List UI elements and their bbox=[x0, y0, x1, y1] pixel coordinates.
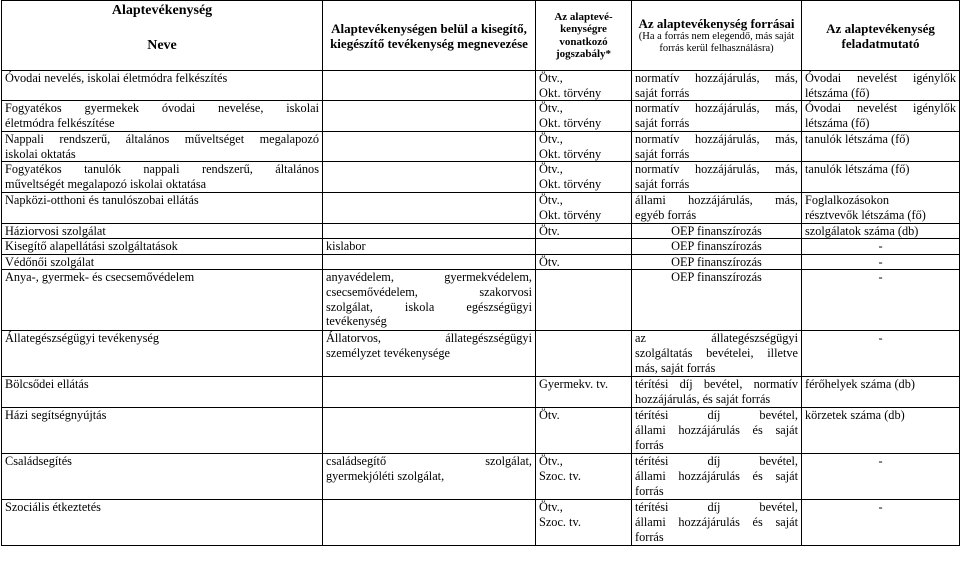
activity-name-cell bbox=[2, 132, 323, 162]
cell-line: körzetek száma (db) bbox=[805, 408, 905, 423]
source-cell bbox=[632, 377, 802, 408]
legislation-cell bbox=[536, 331, 632, 377]
cell-line: Ötv., bbox=[539, 132, 563, 147]
cell-line: - bbox=[878, 331, 883, 346]
legislation-cell bbox=[536, 454, 632, 500]
cell-line: saját forrás bbox=[635, 146, 690, 161]
cell-line: Bölcsődei ellátás bbox=[5, 377, 89, 392]
supporting-activity-cell bbox=[323, 132, 536, 162]
cell-line: életmódra felkészítése bbox=[5, 115, 115, 130]
cell-line: Óvodai nevelést igénylők bbox=[805, 101, 956, 116]
source-cell bbox=[632, 270, 802, 331]
indicator-cell bbox=[802, 500, 960, 546]
header-legislation: Az alaptevé-kenységre vonatkozó jogszabály* bbox=[536, 1, 632, 71]
cell-line: térítési díj bevétel, normatív bbox=[635, 377, 798, 392]
cell-line: Ötv. bbox=[539, 223, 560, 238]
legislation-cell bbox=[536, 101, 632, 132]
source-cell bbox=[632, 500, 802, 546]
cell-line: Anya-, gyermek- és csecsemővédelem bbox=[5, 270, 195, 285]
cell-line: Fogyatékos tanulók nappali rendszerű, általános bbox=[5, 162, 319, 177]
table-row bbox=[2, 408, 960, 454]
cell-line: Foglalkozásokon bbox=[805, 193, 890, 208]
cell-line: Nappali rendszerű, általános műveltséget megalapozó bbox=[5, 132, 319, 147]
cell-line: Óvodai nevelés, iskolai életmódra felkészítés bbox=[5, 71, 228, 85]
cell-line: forrás bbox=[635, 529, 664, 544]
cell-line: tanulók létszáma (fő) bbox=[805, 162, 910, 177]
supporting-activity-cell bbox=[323, 101, 536, 132]
legislation-cell bbox=[536, 500, 632, 546]
table-row bbox=[2, 500, 960, 546]
supporting-activity-cell bbox=[323, 331, 536, 377]
supporting-activity-cell bbox=[323, 239, 536, 255]
cell-line: OEP finanszírozás bbox=[671, 223, 762, 238]
cell-line: férőhelyek száma (db) bbox=[805, 377, 915, 392]
supporting-activity-cell bbox=[323, 223, 536, 239]
supporting-activity-cell bbox=[323, 270, 536, 331]
cell-line: térítési díj bevétel, bbox=[635, 454, 798, 469]
cell-line: Okt. törvény bbox=[539, 115, 602, 130]
indicator-cell bbox=[802, 239, 960, 255]
header-sources-note: (Ha a forrás nem elegendő, más saját forrás kerül felhasználásra) bbox=[638, 31, 795, 54]
activity-name-cell bbox=[2, 254, 323, 270]
cell-line: Háziorvosi szolgálat bbox=[5, 223, 106, 238]
indicator-cell bbox=[802, 132, 960, 162]
table-row bbox=[2, 377, 960, 408]
cell-line: más, saját forrás bbox=[635, 360, 716, 375]
header-supporting-activity: Alaptevékenységen belül a kisegítő, kiegészítő tevékenység megnevezése bbox=[323, 1, 536, 71]
cell-line: forrás bbox=[635, 483, 664, 498]
cell-line: Családsegítés bbox=[5, 454, 72, 469]
cell-line: szolgálatok száma (db) bbox=[805, 223, 919, 238]
activity-name-cell bbox=[2, 454, 323, 500]
supporting-activity-cell bbox=[323, 193, 536, 223]
indicator-cell bbox=[802, 254, 960, 270]
indicator-cell bbox=[802, 193, 960, 223]
cell-line: Állategészségügyi tevékenység bbox=[5, 331, 159, 346]
legislation-cell bbox=[536, 254, 632, 270]
cell-line: Szoc. tv. bbox=[539, 468, 581, 483]
cell-line: gyermekjóléti szolgálat, bbox=[326, 468, 445, 483]
activity-name-cell bbox=[2, 270, 323, 331]
cell-line: Gyermekv. tv. bbox=[539, 377, 609, 392]
source-cell bbox=[632, 101, 802, 132]
indicator-cell bbox=[802, 408, 960, 454]
source-cell bbox=[632, 254, 802, 270]
supporting-activity-cell bbox=[323, 454, 536, 500]
cell-line: létszáma (fő) bbox=[805, 85, 870, 100]
supporting-activity-cell bbox=[323, 71, 536, 101]
cell-line: csecsemővédelem, szakorvosi bbox=[326, 284, 532, 299]
legislation-cell bbox=[536, 162, 632, 193]
indicator-cell bbox=[802, 454, 960, 500]
cell-line: Házi segítségnyújtás bbox=[5, 408, 107, 423]
source-cell bbox=[632, 193, 802, 223]
activity-name-cell bbox=[2, 239, 323, 255]
table-row bbox=[2, 193, 960, 223]
cell-line: résztvevők létszáma (fő) bbox=[805, 207, 926, 222]
cell-line: hozzájárulás, és saját forrás bbox=[635, 391, 771, 406]
cell-line: Szoc. tv. bbox=[539, 514, 581, 529]
cell-line: térítési díj bevétel, bbox=[635, 500, 798, 515]
table-row bbox=[2, 223, 960, 239]
cell-line: műveltségét megalapozó iskolai oktatása bbox=[5, 176, 207, 191]
table-row bbox=[2, 239, 960, 255]
indicator-cell bbox=[802, 162, 960, 193]
source-cell bbox=[632, 223, 802, 239]
cell-line: Ötv., bbox=[539, 101, 563, 116]
supporting-activity-cell bbox=[323, 408, 536, 454]
legislation-cell bbox=[536, 377, 632, 408]
cell-line: anyavédelem, gyermekvédelem, bbox=[326, 270, 532, 285]
cell-line: Okt. törvény bbox=[539, 146, 602, 161]
header-sources bbox=[632, 1, 802, 71]
cell-line: családsegítő szolgálat, bbox=[326, 454, 532, 469]
cell-line: normatív hozzájárulás, más, bbox=[635, 162, 798, 177]
cell-line: Ötv. bbox=[539, 408, 560, 423]
table-row bbox=[2, 71, 960, 101]
legislation-cell bbox=[536, 223, 632, 239]
cell-line: Óvodai nevelést igénylők bbox=[805, 71, 956, 85]
cell-line: normatív hozzájárulás, más, bbox=[635, 71, 798, 85]
cell-line: saját forrás bbox=[635, 85, 690, 100]
table-row bbox=[2, 254, 960, 270]
cell-line: kislabor bbox=[326, 239, 366, 254]
cell-line: Ötv., bbox=[539, 500, 563, 515]
legislation-cell bbox=[536, 270, 632, 331]
cell-line: személyzet tevékenysége bbox=[326, 345, 450, 360]
table-row bbox=[2, 454, 960, 500]
indicator-cell bbox=[802, 101, 960, 132]
table-row bbox=[2, 162, 960, 193]
indicator-cell bbox=[802, 270, 960, 331]
indicator-cell bbox=[802, 71, 960, 101]
legislation-cell bbox=[536, 71, 632, 101]
supporting-activity-cell bbox=[323, 254, 536, 270]
cell-line: létszáma (fő) bbox=[805, 115, 870, 130]
activity-name-cell bbox=[2, 193, 323, 223]
cell-line: Szociális étkeztetés bbox=[5, 500, 101, 515]
cell-line: Okt. törvény bbox=[539, 85, 602, 100]
indicator-cell bbox=[802, 377, 960, 408]
activity-name-cell bbox=[2, 331, 323, 377]
source-cell bbox=[632, 162, 802, 193]
activity-name-cell bbox=[2, 71, 323, 101]
cell-line: OEP finanszírozás bbox=[671, 270, 762, 285]
cell-line: tevékenység bbox=[326, 314, 387, 329]
cell-line: saját forrás bbox=[635, 176, 690, 191]
cell-line: Ötv., bbox=[539, 193, 563, 208]
cell-line: OEP finanszírozás bbox=[671, 239, 762, 254]
cell-line: állami hozzájárulás, más, bbox=[635, 193, 798, 208]
cell-line: normatív hozzájárulás, más, bbox=[635, 101, 798, 116]
activity-name-cell bbox=[2, 223, 323, 239]
legislation-cell bbox=[536, 408, 632, 454]
source-cell bbox=[632, 239, 802, 255]
cell-line: iskolai oktatás bbox=[5, 146, 76, 161]
cell-line: - bbox=[878, 239, 883, 254]
activity-name-cell bbox=[2, 408, 323, 454]
legislation-cell bbox=[536, 239, 632, 255]
supporting-activity-cell bbox=[323, 377, 536, 408]
cell-line: - bbox=[878, 254, 883, 269]
cell-line: Napközi-otthoni és tanulószobai ellátás bbox=[5, 193, 199, 208]
cell-line: Ötv., bbox=[539, 71, 563, 85]
cell-line: - bbox=[878, 500, 883, 515]
source-cell bbox=[632, 132, 802, 162]
header-sources-title: Az alaptevékenység forrásai bbox=[638, 16, 795, 31]
cell-line: szolgálat, iskola egészségügyi bbox=[326, 299, 532, 314]
cell-line: Okt. törvény bbox=[539, 176, 602, 191]
legislation-cell bbox=[536, 132, 632, 162]
cell-line: szolgáltatás bevételei, illetve bbox=[635, 345, 798, 360]
source-cell bbox=[632, 331, 802, 377]
cell-line: az állategészségügyi bbox=[635, 331, 798, 346]
cell-line: normatív hozzájárulás, más, bbox=[635, 132, 798, 147]
activity-name-cell bbox=[2, 377, 323, 408]
cell-line: állami hozzájárulás és saját bbox=[635, 468, 798, 483]
cell-line: forrás bbox=[635, 437, 664, 452]
indicator-cell bbox=[802, 331, 960, 377]
legislation-cell bbox=[536, 193, 632, 223]
cell-line: Állatorvos, állategészségügyi bbox=[326, 331, 532, 346]
activity-name-cell bbox=[2, 162, 323, 193]
source-cell bbox=[632, 71, 802, 101]
cell-line: - bbox=[878, 270, 883, 285]
cell-line: egyéb forrás bbox=[635, 207, 697, 222]
activities-table bbox=[1, 0, 960, 546]
cell-line: saját forrás bbox=[635, 115, 690, 130]
cell-line: Fogyatékos gyermekek óvodai nevelése, iskolai bbox=[5, 101, 319, 116]
table-row bbox=[2, 270, 960, 331]
cell-line: OEP finanszírozás bbox=[671, 254, 762, 269]
cell-line: Védőnői szolgálat bbox=[5, 254, 95, 269]
cell-line: állami hozzájárulás és saját bbox=[635, 422, 798, 437]
cell-line: Ötv. bbox=[539, 254, 560, 269]
cell-line: Ötv., bbox=[539, 454, 563, 469]
table-row bbox=[2, 331, 960, 377]
source-cell bbox=[632, 408, 802, 454]
supporting-activity-cell bbox=[323, 500, 536, 546]
cell-line: állami hozzájárulás és saját bbox=[635, 514, 798, 529]
source-cell bbox=[632, 454, 802, 500]
cell-line: Okt. törvény bbox=[539, 207, 602, 222]
header-indicator: Az alaptevékenység feladatmutató bbox=[802, 1, 960, 71]
activity-name-cell bbox=[2, 500, 323, 546]
table-row bbox=[2, 101, 960, 132]
header-activity: Alaptevékenység bbox=[2, 1, 323, 23]
cell-line: Kisegítő alapellátási szolgáltatások bbox=[5, 239, 178, 254]
cell-line: tanulók létszáma (fő) bbox=[805, 132, 910, 147]
cell-line: Ötv., bbox=[539, 162, 563, 177]
cell-line: térítési díj bevétel, bbox=[635, 408, 798, 423]
activity-name-cell bbox=[2, 101, 323, 132]
indicator-cell bbox=[802, 223, 960, 239]
supporting-activity-cell bbox=[323, 162, 536, 193]
table-row bbox=[2, 132, 960, 162]
cell-line: - bbox=[878, 454, 883, 469]
header-activity-name: Neve bbox=[2, 23, 323, 71]
